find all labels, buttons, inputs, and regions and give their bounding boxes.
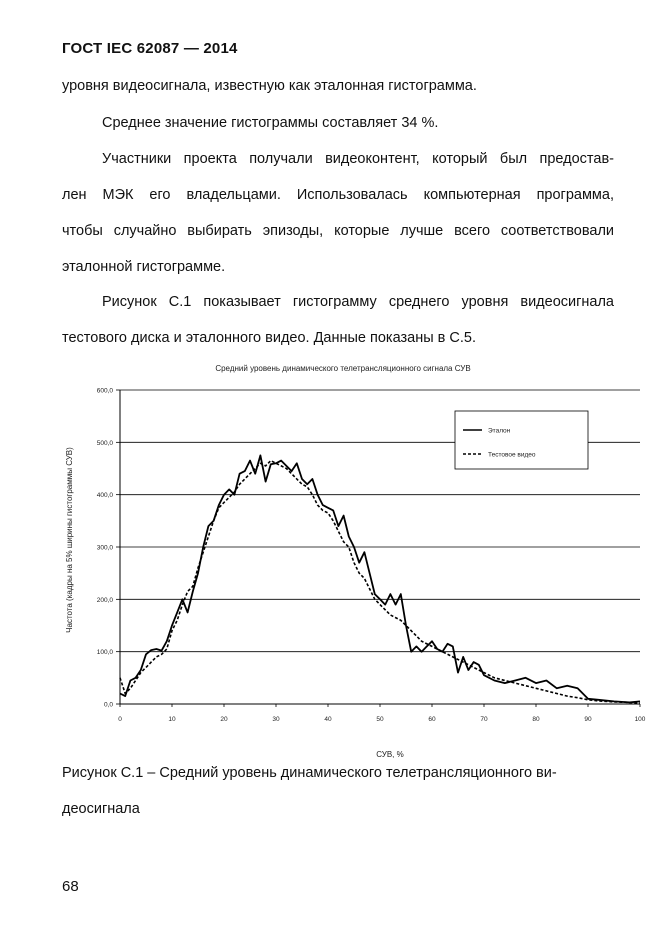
x-tick-label: 30 (272, 716, 280, 723)
legend-label: Тестовое видео (488, 451, 536, 459)
y-axis-label: Частота (кадры на 5% ширины гистограммы СУВ) (65, 447, 74, 633)
figure-caption-line-2: деосигнала (62, 801, 140, 817)
x-tick-label: 80 (532, 716, 540, 723)
x-tick-label: 40 (324, 716, 332, 723)
document-header: ГОСТ IEC 62087 — 2014 (62, 40, 238, 57)
paragraph-line: уровня видеосигнала, известную как эталонная гистограмма. (62, 78, 477, 94)
x-tick-label: 90 (584, 716, 592, 723)
chart-title: Средний уровень динамического телетрансляционного сигнала СУВ (215, 364, 471, 373)
y-tick-label: 400,0 (96, 492, 113, 500)
paragraph-participants-line-1: Участники проекта получали видеоконтент, который был предостав- (102, 151, 614, 167)
x-tick-label: 10 (168, 716, 176, 723)
y-tick-label: 600,0 (96, 387, 113, 395)
x-tick-label: 0 (118, 716, 122, 723)
y-tick-label: 0,0 (103, 701, 113, 709)
page-number: 68 (62, 878, 79, 895)
series-line-reference (120, 455, 640, 702)
paragraph-participants-line-3: чтобы случайно выбирать эпизоды, которые лучше всего соответствовали (62, 223, 614, 239)
paragraph-figure-line-2: тестового диска и эталонного видео. Данные показаны в С.5. (62, 330, 476, 346)
paragraph-figure-line-1: Рисунок С.1 показывает гистограмму среднего уровня видеосигнала (102, 294, 614, 310)
x-tick-label: 100 (634, 716, 646, 723)
y-tick-label: 100,0 (96, 649, 113, 657)
y-tick-label: 500,0 (96, 439, 113, 447)
x-axis-label: СУВ, % (376, 750, 404, 759)
series (120, 455, 640, 703)
x-tick-label: 70 (480, 716, 488, 723)
x-tick-label: 20 (220, 716, 228, 723)
y-tick-label: 300,0 (96, 544, 113, 552)
legend-box (455, 411, 588, 469)
paragraph-participants-line-4: эталонной гистограмме. (62, 259, 226, 275)
line-chart (0, 355, 661, 765)
legend-label: Эталон (488, 427, 511, 435)
y-tick-label: 200,0 (96, 596, 113, 604)
paragraph-participants-line-2: лен МЭК его владельцами. Использовалась компьютерная программа, (62, 187, 614, 203)
series-line-test-video (120, 461, 640, 703)
figure-caption-line-1: Рисунок С.1 – Средний уровень динамического телетрансляционного ви- (62, 765, 557, 781)
x-tick-label: 50 (376, 716, 384, 723)
paragraph-mean: Среднее значение гистограммы составляет 34 %. (102, 115, 439, 131)
x-tick-label: 60 (428, 716, 436, 723)
legend (455, 411, 588, 469)
